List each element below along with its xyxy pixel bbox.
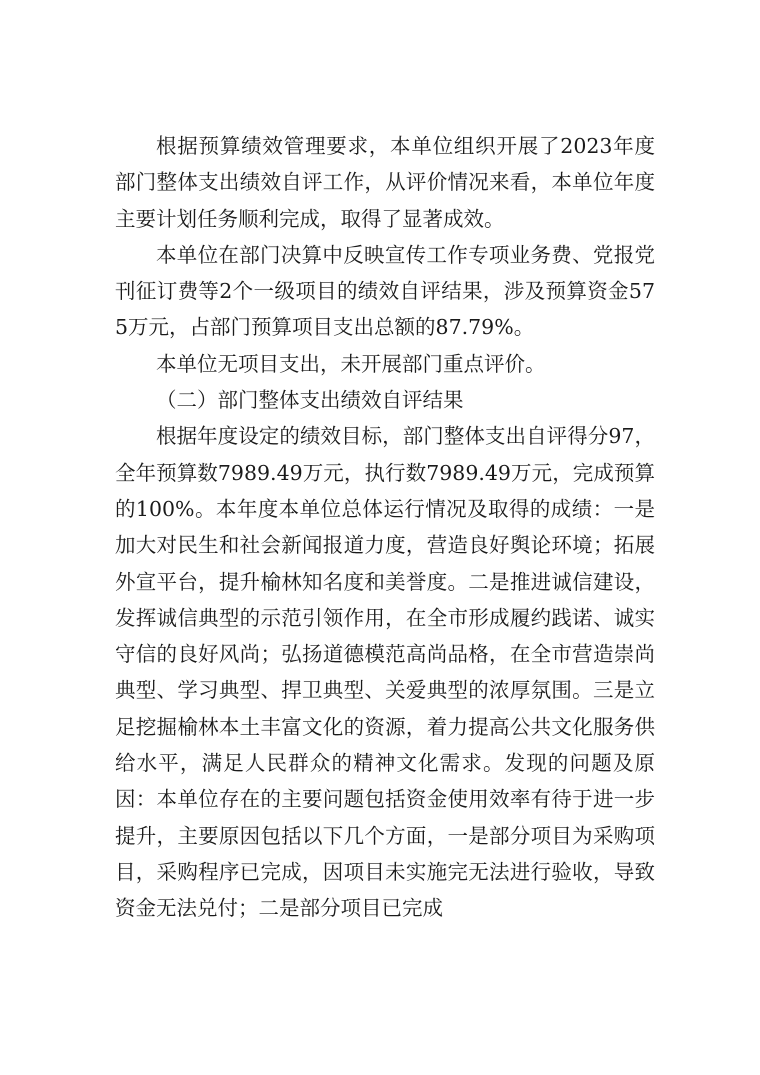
paragraph-no-project-expenditure: 本单位无项目支出，未开展部门重点评价。 bbox=[156, 351, 546, 376]
paragraph-self-evaluation-intro: 根据预算绩效管理要求，本单位组织开展了2023年度部门整体支出绩效自评工作，从评价情况来看，本单位年度主要计划任务顺利完成，取得了显著成效。 bbox=[115, 134, 655, 231]
document-body bbox=[115, 128, 655, 927]
section-heading: （二）部门整体支出绩效自评结果 bbox=[156, 388, 464, 413]
paragraph-overall-results: 根据年度设定的绩效目标，部门整体支出自评得分97，全年预算数7989.49万元，执行数7989.49万元，完成预算的100%。本年度本单位总体运行情况及取得的成绩：一是加大对民生和社会新闻报道力度，营造良好舆论环境；拓展外宣平台，提升榆林知名度和美誉度。二是推进诚信建设，发挥诚信典型的示范引领作用，在全市形成履约践诺、诚实守信的良好风尚；弘扬道德模范高尚品格，在全市营造崇尚典型、学习典型、捍卫典型、关爱典型的浓厚氛围。三是立足挖掘榆林本土丰富文化的资源，着力提高公共文化服务供给水平，满足人民群众的精神文化需求。发现的问题及原因：本单位存在的主要问题包括资金使用效率有待于进一步提升，主要原因包括以下几个方面，一是部分项目为采购项目，采购程序已完成，因项目未实施完无法进行验收，导致资金无法兑付；二是部分项目已完成 bbox=[115, 424, 655, 921]
paragraph-project-results: 本单位在部门决算中反映宣传工作专项业务费、党报党刊征订费等2个一级项目的绩效自评结果，涉及预算资金575万元，占部门预算项目支出总额的87.79%。 bbox=[115, 242, 655, 340]
